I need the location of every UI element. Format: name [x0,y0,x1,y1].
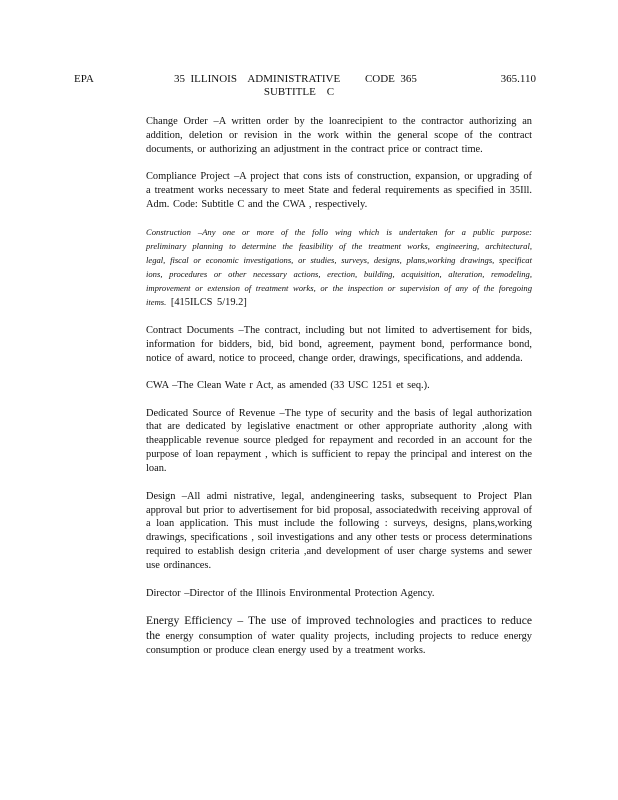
definition-construction-text: Construction –Any one or more of the follo wing which is undertaken for a public purpose: preliminary planning to determine the feasibility of the treatment works, engineering, architectural, legal, fiscal or economic investigations, or studies, surveys, designs, plans,working drawings, specificat ions, procedures or other necessary actions, erection, building, acquisition, alteration, remodeling, improvement or extension of treatment works, or the inspection or supervision of any of the foregoing items. [146,227,532,308]
header-code-title [174,73,424,99]
definition-director: Director –Director of the Illinois Environmental Protection Agency. [146,587,435,599]
definition-contract-documents: Contract Documents –The contract, including but not limited to advertisement for bids, information for bidders, bid, bid bond, agreement, payment bond, performance bond, notice of award, notice to proceed, change order, drawings, specifications, and addenda. [146,324,532,364]
definition-dedicated-source-of-revenue: Dedicated Source of Revenue –The type of security and the basis of legal authorization that are dedicated by legislative enactment or other appropriate authority ,along with theapplicable revenue source pledged for repayment and recorded in an account for the purpose of loan repayment , which is sufficient to repay the principal and interest on the loan. [146,407,532,475]
definition-change-order: Change Order –A written order by the loanrecipient to the contractor authorizing an addition, deletion or revision in the work within the general scope of the contract documents, or authorizing an adjustment in the contract price or contract time. [146,116,532,155]
definition-energy-efficiency-lead: Energy Efficiency – The use of improved technologies and practices to reduce the [146,613,532,642]
header-subtitle-line: SUBTITLE C [263,86,335,98]
definition-cwa: CWA –The Clean Wate r Act, as amended (33 USC 1251 et seq.). [146,380,430,392]
definition-construction [146,225,532,310]
statute-citation: [415ILCS 5/19.2] [166,297,247,309]
header-section-number: 365.110 [500,73,536,85]
header-code-line: 35 ILLINOIS ADMINISTRATIVE CODE 365 [174,73,417,85]
definition-energy-efficiency-text: energy consumption of water quality projects, including projects to reduce energy consumption or produce clean energy used by a treatment works. [146,630,532,656]
definition-design: Design –All admi nistrative, legal, andengineering tasks, subsequent to Project Plan approval but prior to advertisement for bid proposal, associatedwith receiving approval of a loan application. This must include the following : surveys, designs, plans,working drawings, specifications , soil investigations and any other tests or process determinations required to establish design criteria ,and development of user charge systems and sewer use ordinances. [146,490,532,572]
definition-energy-efficiency [146,614,532,658]
definition-compliance-project: Compliance Project –A project that cons ists of construction, expansion, or upgrading of a treatment works necessary to meet State and federal requirements as specified in 35Ill. Adm. Code: Subtitle C and the CWA , respectively. [146,171,532,211]
header-agency: EPA [74,73,94,85]
definitions-body [146,115,532,671]
